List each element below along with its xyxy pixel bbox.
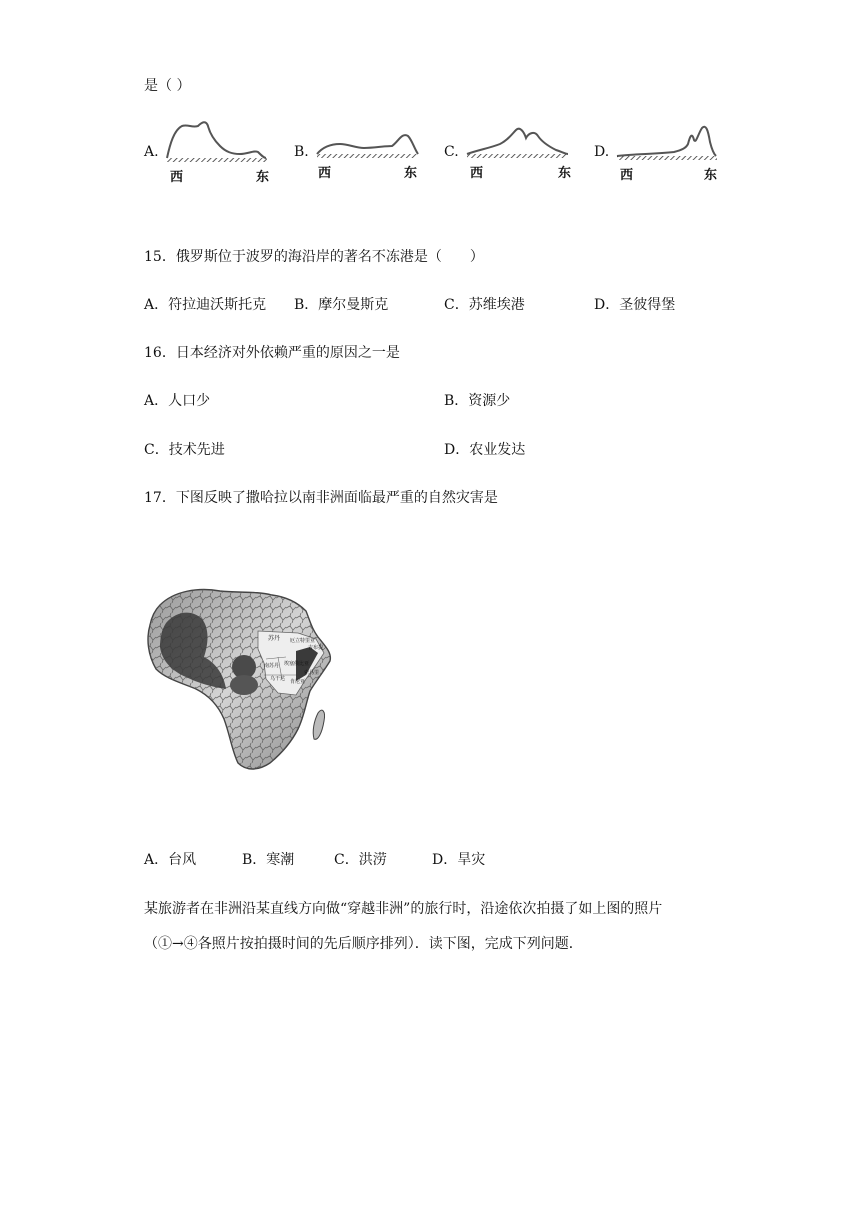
q15-option-b[interactable]: B．摩尔曼斯克: [294, 297, 389, 313]
q17-option-b[interactable]: B．寒潮: [242, 852, 295, 868]
q17-option-a[interactable]: A．台风: [144, 852, 197, 868]
africa-drought-map: [146, 583, 336, 775]
map-label-somalia: 索马里: [304, 670, 320, 676]
intro-line-2: （①→④各照片按拍摄时间的先后顺序排列）．读下图，完成下列问题．: [144, 936, 583, 952]
west-label: 西: [470, 166, 484, 181]
map-label-kenya: 肯尼亚: [290, 679, 306, 685]
east-label: 东: [704, 168, 718, 183]
west-label: 西: [620, 168, 634, 183]
map-label-ethiopia: 埃塞俄比亚: [284, 661, 310, 667]
q15-stem: 15．俄罗斯位于波罗的海沿岸的著名不冻港是（ ）: [144, 249, 484, 265]
q16-option-b[interactable]: B．资源少: [444, 393, 511, 409]
q15-option-d[interactable]: D．圣彼得堡: [594, 297, 676, 313]
east-label: 东: [404, 166, 418, 181]
map-label-south-sudan: 南苏丹: [264, 663, 280, 669]
q16-option-d[interactable]: D．农业发达: [444, 442, 526, 458]
q17-option-d[interactable]: D．旱灾: [432, 852, 486, 868]
map-label-uganda: 乌干达: [270, 676, 286, 682]
q15-option-c[interactable]: C．苏维埃港: [444, 297, 525, 313]
east-label: 东: [256, 170, 270, 185]
q14-stem-tail: 是（ ）: [144, 78, 191, 94]
q17-stem: 17．下图反映了撒哈拉以南非洲面临最严重的自然灾害是: [144, 490, 498, 506]
map-label-sudan: 苏丹: [268, 635, 281, 642]
map-label-eritrea: 厄立特里亚: [290, 638, 316, 644]
q17-option-c[interactable]: C．洪涝: [334, 852, 387, 868]
option-label: B.: [294, 144, 309, 160]
option-label: A.: [144, 144, 159, 160]
west-label: 西: [318, 166, 332, 181]
q15-option-a[interactable]: A．符拉迪沃斯托克: [144, 297, 267, 313]
option-label: C.: [444, 144, 459, 160]
intro-line-1: 某旅游者在非洲沿某直线方向做“穿越非洲”的旅行时，沿途依次拍摄了如上图的照片: [144, 901, 663, 917]
option-label: D.: [594, 144, 610, 160]
west-label: 西: [170, 170, 184, 185]
q16-option-a[interactable]: A．人口少: [144, 393, 211, 409]
q16-stem: 16．日本经济对外依赖严重的原因之一是: [144, 345, 400, 361]
east-label: 东: [558, 166, 572, 181]
q16-option-c[interactable]: C．技术先进: [144, 442, 225, 458]
map-label-djibouti: 吉布提: [308, 645, 324, 651]
